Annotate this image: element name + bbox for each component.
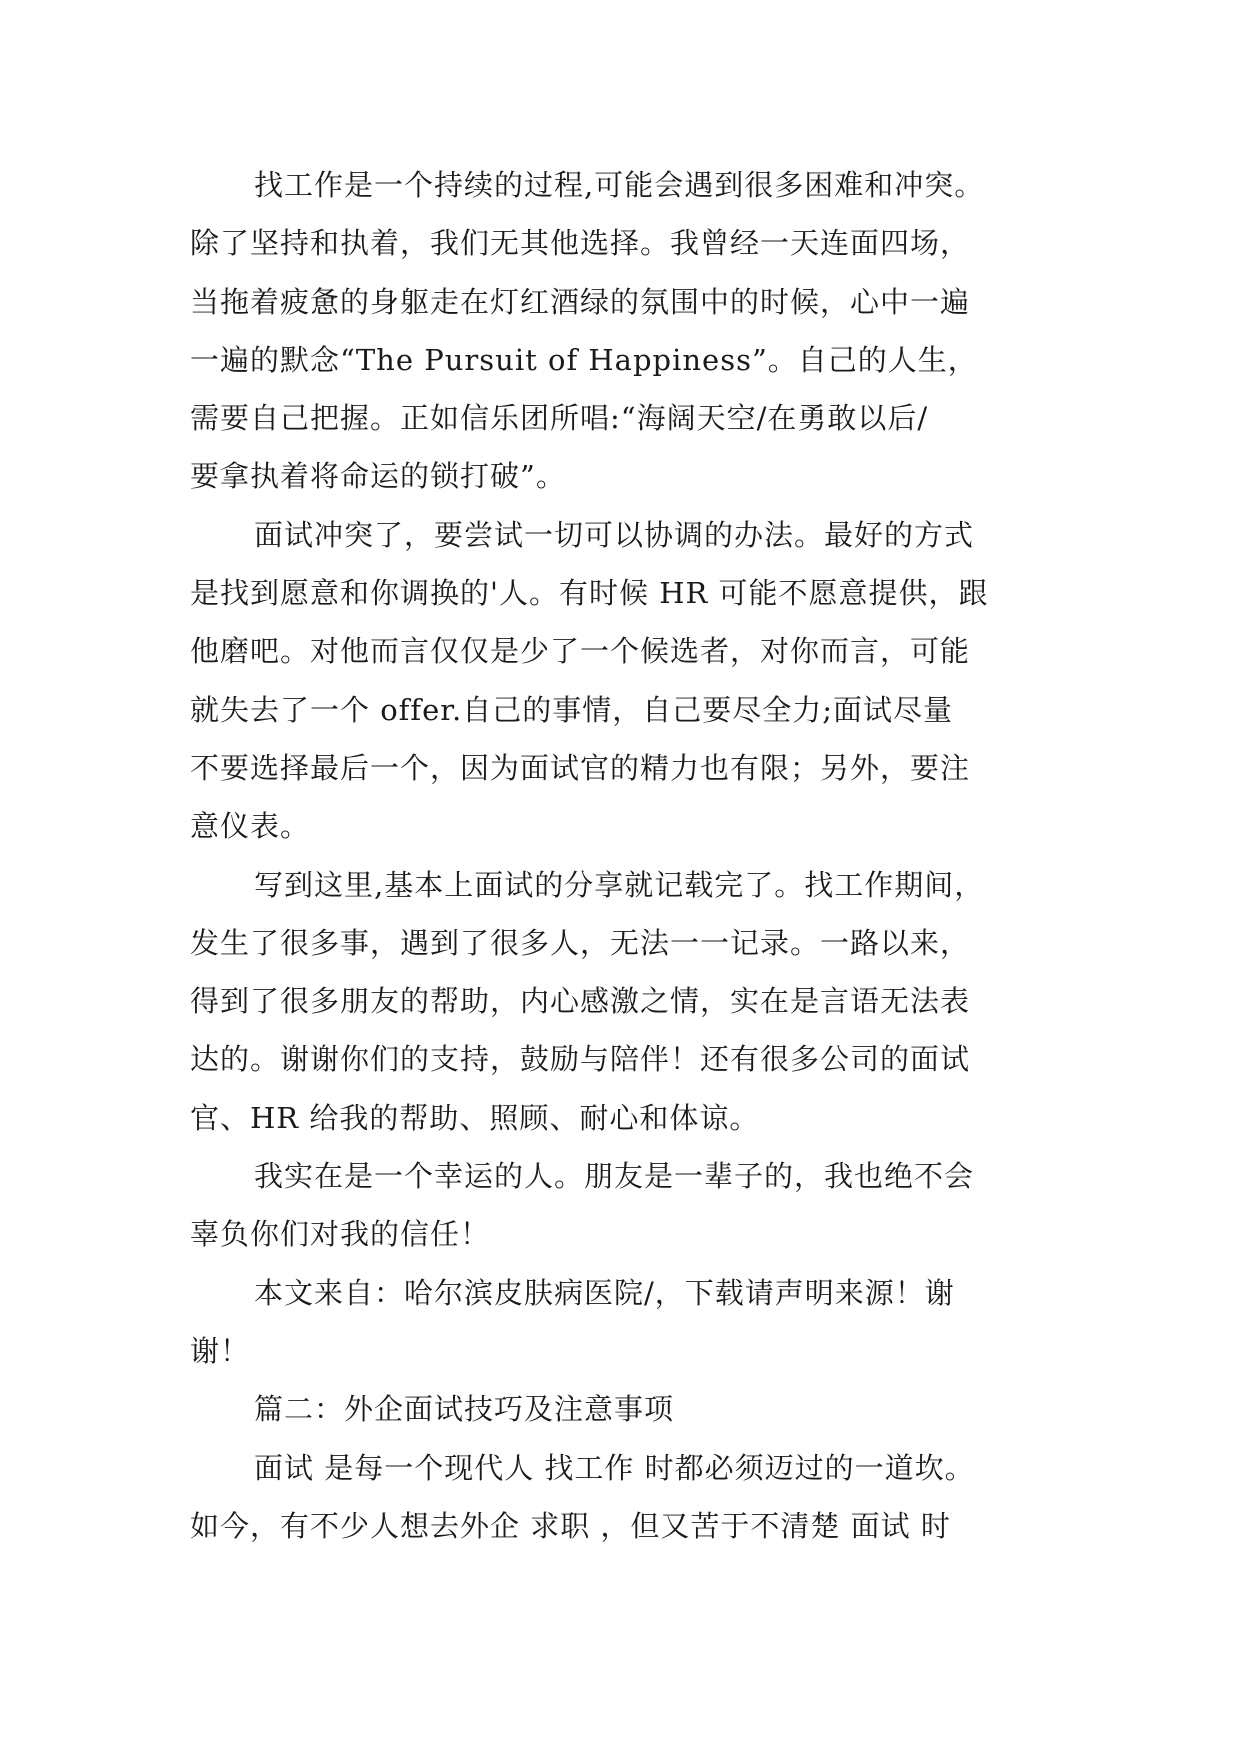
text-line: 本文来自：哈尔滨皮肤病医院/，下载请声明来源！谢 — [254, 1275, 955, 1310]
document-body — [190, 156, 1090, 1555]
text-line: 当拖着疲惫的身躯走在灯红酒绿的氛围中的时候，心中一遍 — [190, 284, 971, 319]
text-line: 辜负你们对我的信任！ — [190, 1217, 491, 1252]
text-line: 他磨吧。对他而言仅仅是少了一个候选者，对你而言，可能 — [190, 634, 971, 669]
text-line: 要拿执着将命运的锁打破”。 — [190, 459, 566, 494]
text-line: 找工作是一个持续的过程,可能会遇到很多困难和冲突。 — [254, 168, 985, 202]
text-line: 就失去了一个 offer.自己的事情，自己要尽全力;面试尽量 — [190, 692, 953, 727]
text-line: 发生了很多事，遇到了很多人，无法一一记录。一路以来， — [190, 925, 971, 960]
text-line: 面试冲突了，要尝试一切可以协调的办法。最好的方式 — [254, 517, 975, 552]
text-line: 得到了很多朋友的帮助，内心感激之情，实在是言语无法表 — [190, 984, 971, 1019]
text-line: 是找到愿意和你调换的'人。有时候 HR 可能不愿意提供，跟 — [190, 576, 989, 611]
text-line: 谢！ — [190, 1333, 251, 1368]
text-line: 面试 是每一个现代人 找工作 时都必须迈过的一道坎。 — [254, 1450, 975, 1485]
text-line: 一遍的默念“The Pursuit of Happiness”。自己的人生， — [190, 342, 978, 377]
text-line: 除了坚持和执着，我们无其他选择。我曾经一天连面四场， — [190, 226, 971, 261]
text-line: 写到这里,基本上面试的分享就记载完了。找工作期间， — [254, 867, 985, 902]
text-line: 官、HR 给我的帮助、照顾、耐心和体谅。 — [190, 1100, 760, 1135]
text-line: 我实在是一个幸运的人。朋友是一辈子的，我也绝不会 — [254, 1159, 975, 1194]
section-heading: 篇二：外企面试技巧及注意事项 — [254, 1392, 675, 1427]
text-line: 意仪表。 — [190, 809, 311, 844]
text-line: 如今，有不少人想去外企 求职 ，但又苦于不清楚 面试 时 — [190, 1508, 951, 1543]
text-line: 不要选择最后一个，因为面试官的精力也有限；另外，要注 — [190, 750, 971, 785]
text-line: 需要自己把握。正如信乐团所唱:“海阔天空/在勇敢以后/ — [190, 401, 929, 436]
text-line: 达的。谢谢你们的支持，鼓励与陪伴！还有很多公司的面试 — [190, 1042, 971, 1077]
